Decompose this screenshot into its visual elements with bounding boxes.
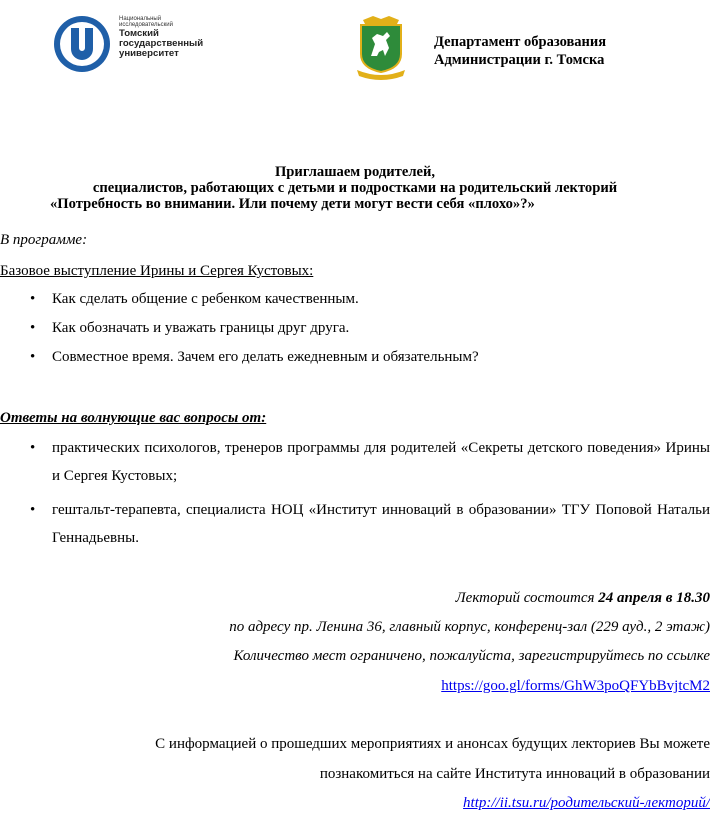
- program-item-text: Как обозначать и уважать границы друг друга.: [52, 320, 350, 336]
- answers-item-text: гештальт-терапевта, специалиста НОЦ «Институт инноваций в образовании» ТГУ Поповой Натальи Геннадьевны.: [52, 502, 710, 546]
- answers-heading: Ответы на волнующие вас вопросы от:: [0, 410, 267, 426]
- department-title: [434, 33, 606, 69]
- tsu-logo: [52, 14, 112, 74]
- tsu-name-1: Томский: [119, 27, 159, 39]
- program-item-text: Как сделать общение с ребенком качественным.: [52, 291, 359, 307]
- event-when: [456, 590, 710, 607]
- footer-line-2: познакомиться на сайте Института инноваций в образовании: [319, 766, 710, 782]
- program-heading: В программе:: [0, 232, 88, 248]
- bullet-icon: •: [30, 320, 36, 336]
- institute-site-link[interactable]: http://ii.tsu.ru/родительский-лекторий/: [463, 795, 710, 811]
- bullet-icon: •: [30, 291, 36, 307]
- bullet-icon: •: [30, 440, 36, 456]
- event-date: 24 апреля в 18.30: [598, 590, 710, 606]
- program-item: [30, 349, 479, 366]
- department-line-2: Администрации г. Томска: [434, 52, 605, 68]
- tsu-name-2: государственный: [119, 37, 204, 49]
- event-address: по адресу пр. Ленина 36, главный корпус, конференц-зал (229 ауд., 2 этаж): [229, 619, 710, 635]
- registration-link[interactable]: https://goo.gl/forms/GhW3poQFYbBvjtcM2: [441, 678, 710, 694]
- invitation-line-2: специалистов, работающих с детьми и подростками на родительский лекторий: [92, 180, 618, 196]
- invitation-line-1: Приглашаем родителей,: [274, 164, 436, 180]
- department-line-1: Департамент образования: [434, 34, 607, 50]
- bullet-icon: •: [30, 502, 36, 518]
- tsu-name-3: университет: [119, 47, 179, 59]
- tsu-wordmark: [119, 16, 203, 59]
- invitation-heading: [0, 164, 710, 212]
- lecture-title: «Потребность во внимании. Или почему дети могут вести себя «плохо»?»: [50, 196, 535, 212]
- program-item: [30, 291, 359, 308]
- speakers-line: Базовое выступление Ирины и Сергея Кустовых:: [0, 263, 314, 279]
- event-seats-note: Количество мест ограничено, пожалуйста, зарегистрируйтесь по ссылке: [233, 648, 710, 664]
- footer-line-1: С информацией о прошедших мероприятиях и анонсах будущих лекториев Вы можете: [155, 736, 710, 752]
- event-when-prefix: Лекторий состоится: [455, 590, 599, 606]
- program-item-text: Совместное время. Зачем его делать ежедневным и обязательным?: [52, 349, 479, 365]
- tomsk-coat-of-arms: [355, 14, 407, 80]
- tsu-subtitle-1: Национальный: [119, 16, 162, 22]
- answers-item-text: практических психологов, тренеров программы для родителей «Секреты детского поведения» Ирины и Сергея Кустовых;: [52, 440, 710, 484]
- tsu-subtitle-2: исследовательский: [119, 22, 173, 29]
- program-item: [30, 320, 349, 337]
- bullet-icon: •: [30, 349, 36, 365]
